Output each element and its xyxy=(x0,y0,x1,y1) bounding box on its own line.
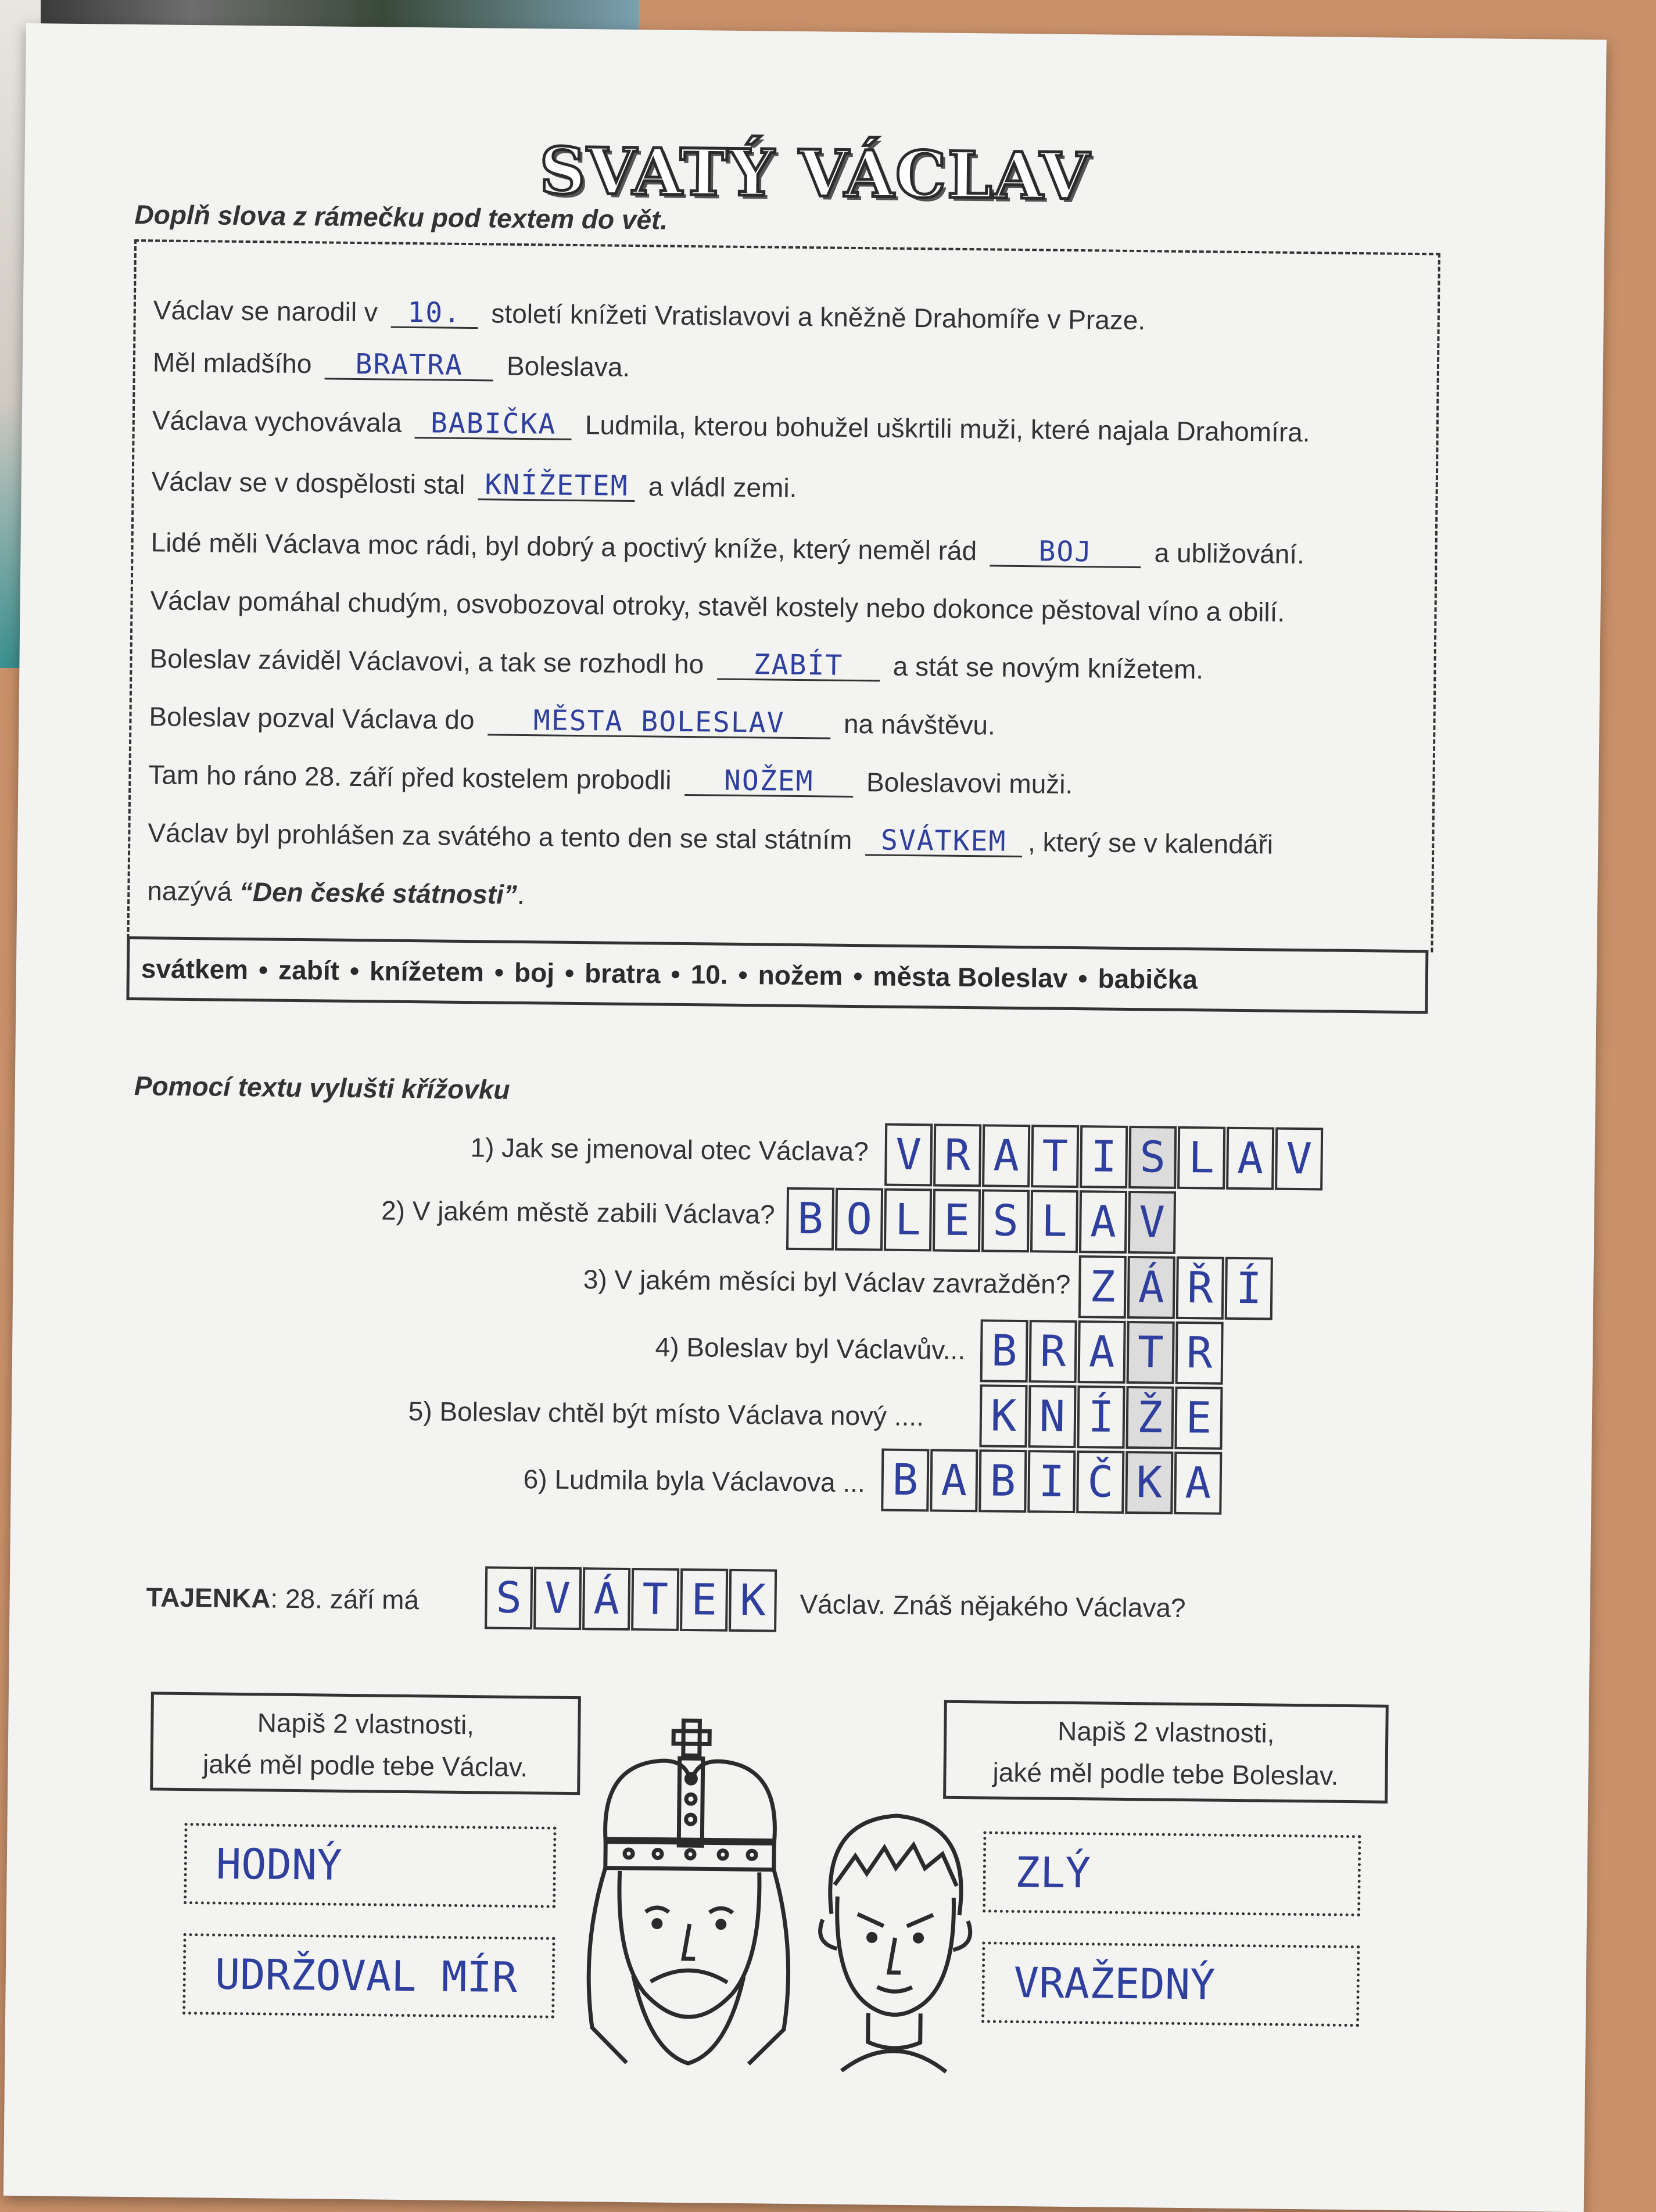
sentence-8: Boleslav pozval Václava do MĚSTA BOLESLAV na návštěvu. xyxy=(149,701,996,741)
answer-blank[interactable]: 10. xyxy=(390,299,478,329)
answer-blank[interactable]: NOŽEM xyxy=(684,766,854,798)
tajenka-cell[interactable]: Á xyxy=(582,1567,630,1631)
sentence-6: Václav pomáhal chudým, osvobozoval otroky, stavěl kostely nebo dokonce pěstoval víno a obilí. xyxy=(150,585,1285,627)
word-bank-item: babička xyxy=(1098,963,1198,995)
vaclav-prompt-box: Napiš 2 vlastnosti, jaké měl podle tebe Václav. xyxy=(150,1692,581,1795)
crossword-cell[interactable]: S xyxy=(1128,1126,1177,1189)
tajenka-cell[interactable]: S xyxy=(485,1566,533,1629)
crossword-cell[interactable]: L xyxy=(1030,1190,1078,1253)
crossword-cell[interactable]: A xyxy=(930,1449,978,1512)
answer-blank[interactable]: BABIČKA xyxy=(415,409,572,440)
worksheet xyxy=(3,23,1607,2212)
crossword-question-6: 6) Ludmila byla Václavova ... xyxy=(523,1464,866,1498)
crossword-cell[interactable]: B xyxy=(786,1187,834,1251)
crossword-cell[interactable]: N xyxy=(1028,1385,1076,1448)
crossword-cell[interactable]: I xyxy=(1027,1450,1076,1513)
word-bank-item: 10. xyxy=(690,959,728,990)
tajenka-cell[interactable]: V xyxy=(533,1567,582,1630)
answer-blank[interactable]: BOJ xyxy=(990,537,1142,568)
crossword-cell[interactable]: Č xyxy=(1076,1450,1124,1514)
crossword-cell[interactable]: A xyxy=(982,1124,1030,1187)
face-icon xyxy=(836,1897,954,2016)
sentence-11: nazývá “Den české státnosti”. xyxy=(147,875,525,910)
fill-in-text-box xyxy=(127,239,1440,952)
crossword-cell[interactable]: S xyxy=(981,1189,1030,1252)
crossword-cell[interactable]: O xyxy=(835,1188,883,1251)
crossword-cell[interactable]: Z xyxy=(1078,1255,1127,1319)
beard-icon xyxy=(632,1976,744,2064)
answer-blank[interactable]: MĚSTA BOLESLAV xyxy=(488,706,831,739)
mustache-icon xyxy=(651,1970,727,1982)
crossword-question-1: 1) Jak se jmenoval otec Václava? xyxy=(470,1132,869,1167)
collar-icon xyxy=(841,2051,946,2072)
boleslav-answer-1[interactable]: ZLÝ xyxy=(983,1831,1361,1916)
crossword-cell[interactable]: I xyxy=(1080,1125,1128,1188)
tajenka-cell[interactable]: K xyxy=(729,1569,777,1632)
crossword-cell[interactable]: L xyxy=(884,1188,932,1252)
crossword-title: Pomocí textu vylušti křížovku xyxy=(134,1071,510,1105)
word-bank-item: města Boleslav xyxy=(873,961,1068,993)
answer-blank[interactable]: KNÍŽETEM xyxy=(478,471,636,502)
word-bank-item: svátkem xyxy=(141,953,249,985)
word-bank-item: boj xyxy=(514,957,555,988)
crossword-cell[interactable]: B xyxy=(881,1449,929,1512)
sentence-2: Měl mladšího BRATRA Boleslava. xyxy=(152,347,630,382)
sentence-1: Václav se narodil v 10. století knížeti Vratislavovi a kněžně Drahomíře v Praze. xyxy=(153,295,1146,336)
crossword-cell[interactable]: Á xyxy=(1127,1256,1175,1319)
boleslav-answer-2[interactable]: VRAŽEDNÝ xyxy=(981,1941,1360,2027)
tajenka-cell[interactable]: T xyxy=(631,1568,679,1631)
crossword-cell[interactable]: V xyxy=(1275,1127,1323,1191)
word-bank: svátkem • zabít • knížetem • boj • bratra • 10. • nožem • města Boleslav • babička xyxy=(126,936,1428,1014)
vaclav-illustration xyxy=(568,1714,816,2088)
crossword-cell[interactable]: E xyxy=(933,1188,981,1252)
crossword-question-5: 5) Boleslav chtěl být místo Václava nový .... xyxy=(408,1396,924,1432)
crossword-question-4: 4) Boleslav byl Václavův... xyxy=(655,1331,966,1366)
crossword-cell[interactable]: Ř xyxy=(1176,1256,1224,1320)
tajenka-label: TAJENKA: 28. září má xyxy=(146,1582,420,1615)
vaclav-answer-1[interactable]: HODNÝ xyxy=(184,1823,556,1908)
crossword-cell[interactable]: K xyxy=(979,1384,1027,1448)
crossword-question-2: 2) V jakém městě zabili Václava? xyxy=(381,1195,775,1230)
crossword-cell[interactable]: Í xyxy=(1225,1257,1273,1320)
crossword-cell[interactable]: Í xyxy=(1077,1385,1125,1449)
crossword-question-3: 3) V jakém měsíci byl Václav zavražděn? xyxy=(583,1264,1071,1299)
crown-cross-icon xyxy=(683,1721,700,1755)
crossword-cell[interactable]: B xyxy=(978,1449,1027,1513)
boleslav-illustration xyxy=(807,1797,984,2078)
sentence-7: Boleslav záviděl Václavovi, a tak se rozhodl ho ZABÍT a stát se novým knížetem. xyxy=(149,643,1204,685)
answer-blank[interactable]: ZABÍT xyxy=(717,651,880,682)
word-bank-item: bratra xyxy=(584,958,661,989)
crossword-cell[interactable]: V xyxy=(884,1123,933,1187)
sentence-3: Václava vychovávala BABIČKA Ludmila, kterou bohužel uškrtili muži, které najala Drahomíra. xyxy=(152,405,1310,448)
crossword-cell[interactable]: A xyxy=(1226,1127,1274,1190)
crossword-cell[interactable]: B xyxy=(980,1319,1028,1382)
crossword-cell[interactable]: Ž xyxy=(1125,1386,1174,1449)
boleslav-prompt-box: Napiš 2 vlastnosti, jaké měl podle tebe Boleslav. xyxy=(943,1700,1389,1804)
crossword-cell[interactable]: T xyxy=(1127,1321,1175,1384)
crossword-cell[interactable]: A xyxy=(1079,1190,1127,1254)
tajenka-after: Václav. Znáš nějakého Václava? xyxy=(800,1589,1186,1624)
crossword-cell[interactable]: T xyxy=(1031,1125,1079,1188)
word-bank-item: zabít xyxy=(278,954,340,986)
vaclav-answer-2[interactable]: UDRŽOVAL MÍR xyxy=(182,1933,555,2019)
sentence-5: Lidé měli Václava moc rádi, byl dobrý a poctivý kníže, který neměl rád BOJ a ubližování. xyxy=(150,527,1305,570)
answer-blank[interactable]: BRATRA xyxy=(325,350,494,381)
sentence-10: Václav byl prohlášen za svátého a tento den se stal státním SVÁTKEM , který se v kalendáři xyxy=(148,817,1274,860)
crossword-cell[interactable]: R xyxy=(1029,1320,1077,1383)
instruction: Doplň slova z rámečku pod textem do vět. xyxy=(134,199,668,235)
crossword-cell[interactable]: V xyxy=(1128,1191,1176,1254)
crossword-cell[interactable]: R xyxy=(933,1123,981,1187)
sentence-9: Tam ho ráno 28. září před kostelem probodli NOŽEM Boleslavovi muži. xyxy=(148,759,1073,799)
answer-blank[interactable]: SVÁTKEM xyxy=(865,826,1023,857)
tajenka-cell[interactable]: E xyxy=(680,1568,728,1632)
word-bank-item: knížetem xyxy=(369,956,485,988)
crossword-cell[interactable]: K xyxy=(1125,1451,1173,1514)
crossword-cell[interactable]: R xyxy=(1175,1322,1224,1385)
sentence-4: Václav se v dospělosti stal KNÍŽETEM a vládl zemi. xyxy=(151,466,797,503)
crossword-cell[interactable]: A xyxy=(1174,1452,1222,1515)
crossword-cell[interactable]: E xyxy=(1174,1387,1223,1450)
crossword-cell[interactable]: A xyxy=(1078,1320,1126,1384)
word-bank-item: nožem xyxy=(758,960,843,991)
crossword-cell[interactable]: L xyxy=(1177,1126,1225,1190)
page-title: SVATÝ VÁCLAV xyxy=(539,133,1091,214)
